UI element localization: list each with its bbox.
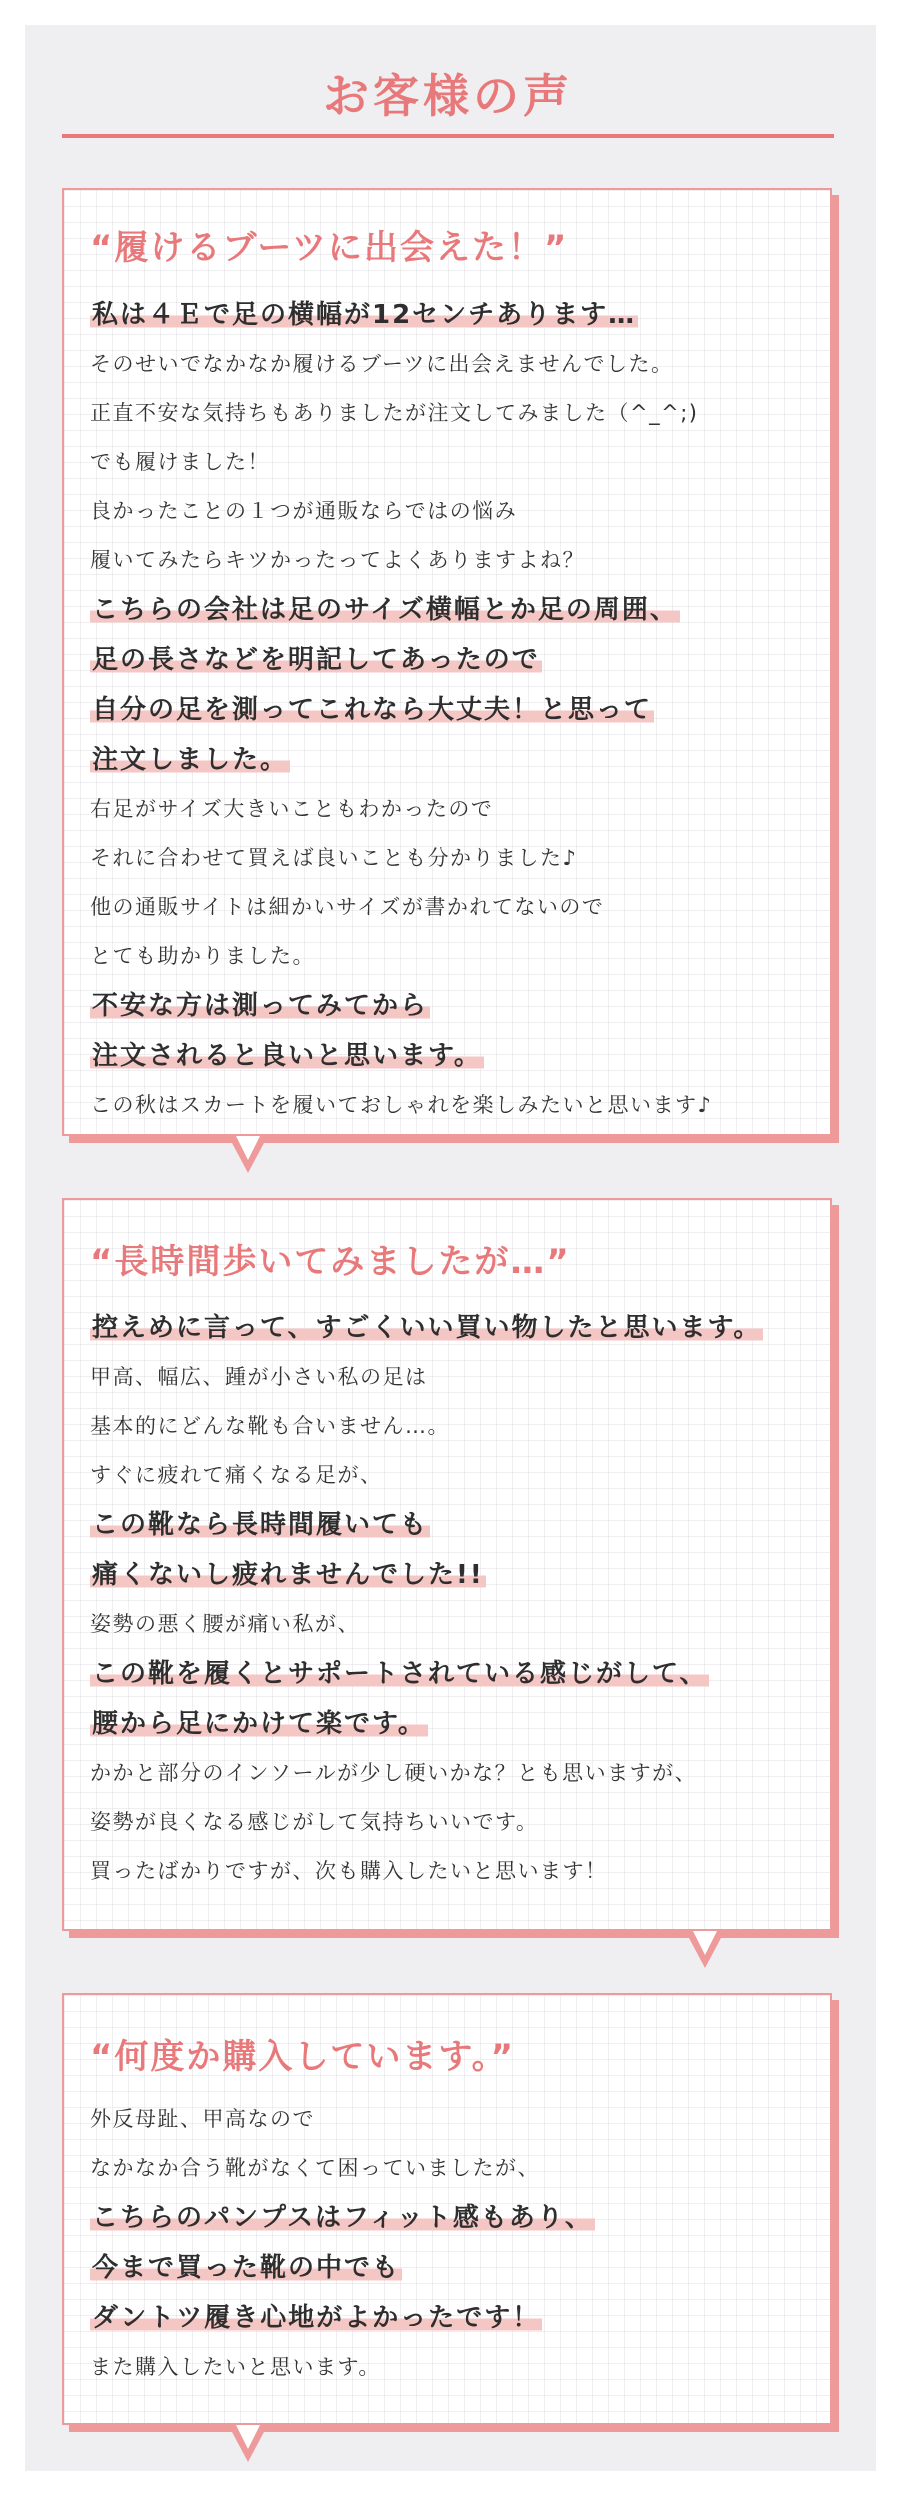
line-text: 買ったばかりですが、次も購入したいと思います！ bbox=[90, 1859, 608, 1883]
highlighted-line bbox=[90, 290, 814, 340]
body-line bbox=[90, 2343, 814, 2392]
testimonial-title: “履けるブーツに出会えた！” bbox=[90, 228, 569, 268]
line-text: そのせいでなかなか履けるブーツに出会えませんでした。 bbox=[90, 352, 674, 376]
line-text: 外反母趾、甲高なので bbox=[90, 2107, 315, 2131]
line-text: 良かったことの１つが通販ならではの悩み bbox=[90, 499, 518, 523]
line-text: 注文されると良いと思います。 bbox=[92, 1041, 482, 1071]
highlighted-line bbox=[90, 735, 814, 785]
line-text: でも履けました！ bbox=[90, 450, 270, 474]
line-text: かかと部分のインソールが少し硬いかな？とも思いますが、 bbox=[90, 1761, 698, 1785]
body-line bbox=[90, 438, 814, 487]
body-line bbox=[90, 1081, 814, 1130]
line-text: 腰から足にかけて楽です。 bbox=[92, 1709, 426, 1739]
testimonial-card-3 bbox=[62, 1993, 832, 2425]
highlighted-line bbox=[90, 1500, 814, 1550]
line-text: 正直不安な気持ちもありましたが注文してみました（^_^;) bbox=[90, 401, 699, 425]
speech-bubble-tail-inner bbox=[693, 1931, 717, 1955]
line-text: こちらのパンプスはフィット感もあり、 bbox=[92, 2203, 593, 2233]
body-line bbox=[90, 487, 814, 536]
line-text: こちらの会社は足のサイズ横幅とか足の周囲、 bbox=[92, 595, 678, 625]
line-text: この靴を履くとサポートされている感じがして、 bbox=[92, 1659, 708, 1689]
line-text: それに合わせて買えば良いことも分かりました♪ bbox=[90, 846, 578, 870]
body-line bbox=[90, 340, 814, 389]
line-text: 姿勢が良くなる感じがして気持ちいいです。 bbox=[90, 1810, 539, 1834]
body-line bbox=[90, 1600, 814, 1649]
line-text: 他の通販サイトは細かいサイズが書かれてないので bbox=[90, 895, 605, 919]
highlighted-line bbox=[90, 2193, 814, 2243]
body-line bbox=[90, 536, 814, 585]
line-text: 控えめに言って、すごくいい買い物したと思います。 bbox=[92, 1313, 762, 1343]
line-text: 甲高、幅広、踵が小さい私の足は bbox=[90, 1365, 428, 1389]
body-line bbox=[90, 2095, 814, 2144]
line-text: 自分の足を測ってこれなら大丈夫！と思って bbox=[92, 695, 653, 725]
page-title bbox=[62, 66, 834, 138]
body-line bbox=[90, 1353, 814, 1402]
highlighted-line bbox=[90, 2293, 814, 2343]
title-underline bbox=[62, 134, 834, 138]
highlighted-line bbox=[90, 685, 814, 735]
line-text: 注文しました。 bbox=[92, 745, 289, 775]
line-text: 足の長さなどを明記してあったので bbox=[92, 645, 540, 675]
body-line bbox=[90, 883, 814, 932]
line-text: 右足がサイズ大きいこともわかったので bbox=[90, 797, 494, 821]
testimonial-body bbox=[90, 2095, 814, 2392]
line-text: また購入したいと思います。 bbox=[90, 2355, 381, 2379]
body-line bbox=[90, 1749, 814, 1798]
line-text: 姿勢の悪く腰が痛い私が、 bbox=[90, 1612, 360, 1636]
body-line bbox=[90, 389, 814, 438]
testimonial-body bbox=[90, 1303, 814, 1896]
line-text: この秋はスカートを履いておしゃれを楽しみたいと思います♪ bbox=[90, 1093, 713, 1117]
highlighted-line bbox=[90, 585, 814, 635]
testimonial-title: “何度か購入しています。” bbox=[90, 2037, 515, 2077]
body-line bbox=[90, 1402, 814, 1451]
line-text: すぐに疲れて痛くなる足が、 bbox=[90, 1463, 383, 1487]
body-line bbox=[90, 932, 814, 981]
line-text: この靴なら長時間履いても bbox=[92, 1510, 429, 1540]
highlighted-line bbox=[90, 635, 814, 685]
highlighted-line bbox=[90, 1699, 814, 1749]
line-text: 不安な方は測ってみてから bbox=[92, 991, 429, 1021]
highlighted-line bbox=[90, 2243, 814, 2293]
testimonial-card-1 bbox=[62, 188, 832, 1136]
body-line bbox=[90, 1451, 814, 1500]
line-text: 私は４Ｅで足の横幅が12センチあります… bbox=[92, 300, 637, 330]
line-text: 痛くないし疲れませんでした!! bbox=[92, 1560, 484, 1590]
speech-bubble-tail-inner bbox=[236, 1136, 260, 1160]
speech-bubble-tail-inner bbox=[236, 2425, 260, 2449]
testimonial-title: “長時間歩いてみましたが…” bbox=[90, 1242, 571, 1282]
line-text: 履いてみたらキツかったってよくありますよね？ bbox=[90, 548, 585, 572]
page-title-text: お客様の声 bbox=[323, 69, 573, 123]
body-line bbox=[90, 1847, 814, 1896]
highlighted-line bbox=[90, 1649, 814, 1699]
highlighted-line bbox=[90, 1550, 814, 1600]
line-text: 今まで買った靴の中でも bbox=[92, 2253, 401, 2283]
highlighted-line bbox=[90, 1031, 814, 1081]
line-text: なかなか合う靴がなくて困っていましたが、 bbox=[90, 2156, 540, 2180]
body-line bbox=[90, 785, 814, 834]
line-text: とても助かりました。 bbox=[90, 944, 315, 968]
highlighted-line bbox=[90, 1303, 814, 1353]
testimonial-card-2 bbox=[62, 1198, 832, 1931]
body-line bbox=[90, 834, 814, 883]
highlighted-line bbox=[90, 981, 814, 1031]
body-line bbox=[90, 1798, 814, 1847]
testimonial-body bbox=[90, 290, 814, 1130]
line-text: ダントツ履き心地がよかったです！ bbox=[92, 2303, 541, 2333]
body-line bbox=[90, 2144, 814, 2193]
line-text: 基本的にどんな靴も合いません…。 bbox=[90, 1414, 450, 1438]
